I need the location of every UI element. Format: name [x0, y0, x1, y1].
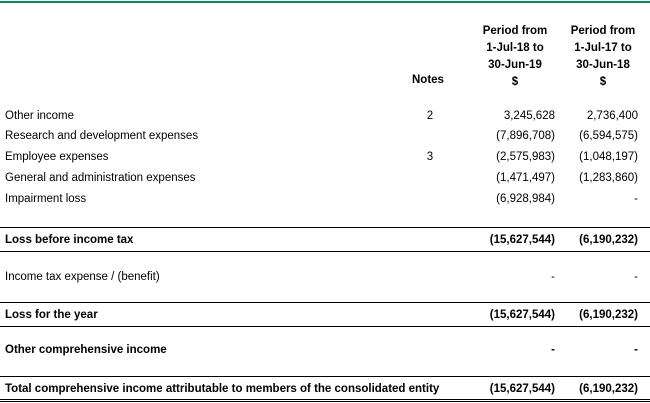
row-value-current: (7,896,708): [496, 130, 555, 142]
divider-line: [0, 251, 650, 252]
divider-line: [0, 227, 650, 228]
row-value-current: (2,575,983): [496, 151, 555, 163]
oci-current: -: [551, 344, 555, 356]
divider-line: [0, 302, 650, 303]
divider-line: [0, 376, 650, 377]
row-label: Impairment loss: [5, 193, 87, 205]
double-underline: [0, 401, 650, 402]
top-accent-rule: [0, 1, 650, 3]
row-value-prior: (1,283,860): [579, 172, 638, 184]
header-line: Period from: [570, 25, 636, 37]
loss-for-year-current: (15,627,544): [489, 309, 555, 321]
header-line: 30-Jun-19: [488, 59, 542, 71]
row-value-current: (1,471,497): [496, 172, 555, 184]
currency-symbol: $: [511, 76, 519, 88]
double-underline: [0, 399, 650, 400]
row-note: 3: [426, 151, 434, 163]
income-tax-prior: -: [634, 271, 638, 283]
row-value-current: 3,245,628: [503, 110, 555, 122]
column-header-prior-period: [558, 23, 648, 91]
notes-header: Notes: [412, 74, 444, 86]
oci-label: Other comprehensive income: [5, 344, 167, 356]
row-value-prior: 2,736,400: [586, 110, 638, 122]
divider-line: [0, 326, 650, 327]
row-value-prior: (1,048,197): [579, 151, 638, 163]
total-ci-current: (15,627,544): [489, 383, 555, 395]
row-value-prior: (6,594,575): [579, 130, 638, 142]
header-line: Period from: [482, 25, 548, 37]
total-ci-label: Total comprehensive income attributable to members of the consolidated entity: [5, 383, 440, 395]
loss-before-tax-prior: (6,190,232): [579, 234, 638, 246]
header-line: 1-Jul-18 to: [486, 42, 544, 54]
oci-prior: -: [634, 344, 638, 356]
total-ci-prior: (6,190,232): [579, 383, 638, 395]
loss-before-tax-label: Loss before income tax: [5, 234, 134, 246]
loss-for-year-prior: (6,190,232): [579, 309, 638, 321]
row-value-prior: -: [634, 193, 638, 205]
row-value-current: (6,928,984): [496, 193, 555, 205]
income-tax-current: -: [551, 271, 555, 283]
income-tax-label: Income tax expense / (benefit): [5, 271, 160, 283]
row-note: 2: [426, 110, 434, 122]
header-line: 30-Jun-18: [576, 59, 630, 71]
column-header-current-period: [470, 23, 560, 91]
row-label: Employee expenses: [5, 151, 109, 163]
row-label: Research and development expenses: [5, 130, 199, 142]
loss-for-year-label: Loss for the year: [5, 309, 98, 321]
row-label: Other income: [5, 110, 75, 122]
loss-before-tax-current: (15,627,544): [489, 234, 555, 246]
header-line: 1-Jul-17 to: [574, 42, 632, 54]
row-label: General and administration expenses: [5, 172, 196, 184]
currency-symbol: $: [599, 76, 607, 88]
